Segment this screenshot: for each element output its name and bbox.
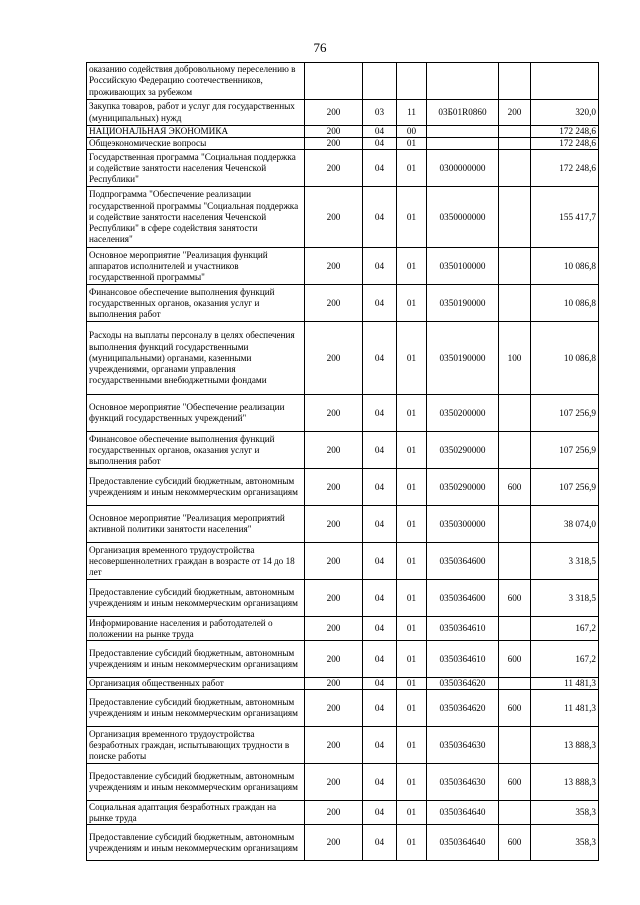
row-code-b: 04	[363, 469, 397, 506]
row-code-c: 11	[397, 100, 427, 126]
row-sum: 10 086,8	[531, 285, 599, 322]
table-row	[87, 678, 599, 690]
row-code-b: 04	[363, 506, 397, 543]
row-code-a: 200	[305, 150, 363, 187]
page-number: 76	[313, 40, 327, 55]
row-name: Организация временного трудоустройства безработных граждан, испытывающих трудности в поиске работы	[87, 727, 305, 764]
row-code-a: 200	[305, 825, 363, 861]
row-code-c: 01	[397, 506, 427, 543]
row-code-a: 200	[305, 126, 363, 138]
row-code-d: 0350364640	[427, 825, 499, 861]
row-sum: 11 481,3	[531, 678, 599, 690]
row-code-c	[397, 63, 427, 100]
row-code-a: 200	[305, 801, 363, 825]
row-code-e	[499, 126, 531, 138]
row-code-c: 01	[397, 543, 427, 580]
row-code-b: 03	[363, 100, 397, 126]
row-code-e	[499, 63, 531, 100]
row-code-c: 01	[397, 727, 427, 764]
row-code-c: 01	[397, 187, 427, 248]
table-row	[87, 285, 599, 322]
row-name: Расходы на выплаты персоналу в целях обеспечения выполнения функций государственными (муниципальными) органами, казенными учреждениями, органами управления государственными внебюджетными фондами	[87, 322, 305, 395]
row-code-e	[499, 617, 531, 641]
row-sum: 11 481,3	[531, 690, 599, 727]
row-code-d: 0350364630	[427, 727, 499, 764]
row-code-d: 0350364630	[427, 764, 499, 801]
row-code-e	[499, 432, 531, 469]
table-row	[87, 432, 599, 469]
row-code-b: 04	[363, 801, 397, 825]
row-code-e: 600	[499, 690, 531, 727]
row-code-e	[499, 543, 531, 580]
row-sum: 172 248,6	[531, 126, 599, 138]
row-code-e: 200	[499, 100, 531, 126]
row-code-d: 0350364620	[427, 690, 499, 727]
row-sum	[531, 63, 599, 100]
row-code-c: 01	[397, 395, 427, 432]
row-code-d: 0350100000	[427, 248, 499, 285]
row-code-d: 0350364600	[427, 580, 499, 617]
row-name: Закупка товаров, работ и услуг для государственных (муниципальных) нужд	[87, 100, 305, 126]
row-code-c: 01	[397, 150, 427, 187]
row-code-d	[427, 138, 499, 150]
row-code-d: 0350364640	[427, 801, 499, 825]
row-name: Предоставление субсидий бюджетным, автономным учреждениям и иным некоммерческим организациям	[87, 764, 305, 801]
row-code-b: 04	[363, 248, 397, 285]
table-row	[87, 641, 599, 678]
row-code-b	[363, 63, 397, 100]
row-code-a: 200	[305, 395, 363, 432]
table-row	[87, 617, 599, 641]
row-code-e	[499, 138, 531, 150]
row-code-e	[499, 285, 531, 322]
row-code-c: 01	[397, 322, 427, 395]
row-code-d: 0350364620	[427, 678, 499, 690]
row-code-b: 04	[363, 543, 397, 580]
row-sum: 358,3	[531, 825, 599, 861]
row-code-c: 01	[397, 641, 427, 678]
row-code-b: 04	[363, 395, 397, 432]
row-code-a: 200	[305, 690, 363, 727]
row-sum: 320,0	[531, 100, 599, 126]
row-name: Организация временного трудоустройства несовершеннолетних граждан в возрасте от 14 до 18 лет	[87, 543, 305, 580]
row-name: Предоставление субсидий бюджетным, автономным учреждениям и иным некоммерческим организациям	[87, 580, 305, 617]
row-name: Социальная адаптация безработных граждан на рынке труда	[87, 801, 305, 825]
row-sum: 3 318,5	[531, 580, 599, 617]
row-code-a: 200	[305, 727, 363, 764]
table-row	[87, 825, 599, 861]
row-code-b: 04	[363, 678, 397, 690]
row-code-e	[499, 150, 531, 187]
row-code-b: 04	[363, 432, 397, 469]
row-code-a: 200	[305, 764, 363, 801]
row-code-d: 0350290000	[427, 469, 499, 506]
table-row	[87, 322, 599, 395]
row-code-a	[305, 63, 363, 100]
row-code-e: 600	[499, 825, 531, 861]
table-row	[87, 187, 599, 248]
row-code-b: 04	[363, 641, 397, 678]
row-code-e	[499, 248, 531, 285]
row-sum: 38 074,0	[531, 506, 599, 543]
row-code-c: 00	[397, 126, 427, 138]
table-row	[87, 506, 599, 543]
row-sum: 167,2	[531, 617, 599, 641]
row-code-a: 200	[305, 187, 363, 248]
row-code-b: 04	[363, 580, 397, 617]
row-code-e: 600	[499, 469, 531, 506]
row-name: Предоставление субсидий бюджетным, автономным учреждениям и иным некоммерческим организациям	[87, 469, 305, 506]
row-code-a: 200	[305, 506, 363, 543]
row-name: НАЦИОНАЛЬНАЯ ЭКОНОМИКА	[87, 126, 305, 138]
row-sum: 172 248,6	[531, 138, 599, 150]
row-code-e	[499, 801, 531, 825]
row-name: Информирование населения и работодателей о положении на рынке труда	[87, 617, 305, 641]
row-sum: 3 318,5	[531, 543, 599, 580]
row-code-e	[499, 678, 531, 690]
table-row	[87, 395, 599, 432]
row-name: Основное мероприятие "Реализация функций аппаратов исполнителей и участников государственной программы"	[87, 248, 305, 285]
row-sum: 358,3	[531, 801, 599, 825]
row-code-a: 200	[305, 469, 363, 506]
table-row	[87, 126, 599, 138]
table-row	[87, 727, 599, 764]
row-sum: 172 248,6	[531, 150, 599, 187]
row-code-e: 600	[499, 641, 531, 678]
table-row	[87, 469, 599, 506]
row-code-b: 04	[363, 690, 397, 727]
row-code-c: 01	[397, 469, 427, 506]
row-code-a: 200	[305, 432, 363, 469]
row-name: Подпрограмма "Обеспечение реализации государственной программы "Социальная поддержка и содействие занятости населения Чеченской Республики" в сфере содействия занятости населения"	[87, 187, 305, 248]
row-code-c: 01	[397, 580, 427, 617]
row-code-b: 04	[363, 126, 397, 138]
row-code-d: 0350190000	[427, 322, 499, 395]
table-row	[87, 801, 599, 825]
row-sum: 167,2	[531, 641, 599, 678]
row-code-a: 200	[305, 617, 363, 641]
row-code-c: 01	[397, 690, 427, 727]
row-code-b: 04	[363, 285, 397, 322]
row-code-c: 01	[397, 432, 427, 469]
table-row	[87, 764, 599, 801]
row-code-a: 200	[305, 100, 363, 126]
row-sum: 107 256,9	[531, 469, 599, 506]
row-code-d: 0350200000	[427, 395, 499, 432]
row-code-d	[427, 63, 499, 100]
row-name: Основное мероприятие "Обеспечение реализации функций государственных учреждений"	[87, 395, 305, 432]
row-sum: 107 256,9	[531, 432, 599, 469]
row-code-e	[499, 187, 531, 248]
row-code-c: 01	[397, 138, 427, 150]
budget-table	[86, 62, 599, 861]
row-code-d: 0300000000	[427, 150, 499, 187]
row-name: Основное мероприятие "Реализация мероприятий активной политики занятости населения"	[87, 506, 305, 543]
table-row	[87, 138, 599, 150]
table-row	[87, 543, 599, 580]
row-code-b: 04	[363, 617, 397, 641]
row-code-e	[499, 727, 531, 764]
table-row	[87, 580, 599, 617]
row-sum: 10 086,8	[531, 322, 599, 395]
row-code-e	[499, 395, 531, 432]
row-code-d: 0350190000	[427, 285, 499, 322]
row-code-a: 200	[305, 285, 363, 322]
row-code-a: 200	[305, 248, 363, 285]
row-code-d: 0350364610	[427, 617, 499, 641]
row-code-b: 04	[363, 727, 397, 764]
row-code-e: 600	[499, 580, 531, 617]
table-body	[87, 63, 599, 861]
row-code-d	[427, 126, 499, 138]
row-code-d: 0350300000	[427, 506, 499, 543]
row-name: Предоставление субсидий бюджетным, автономным учреждениям и иным некоммерческим организациям	[87, 690, 305, 727]
row-sum: 155 417,7	[531, 187, 599, 248]
row-code-a: 200	[305, 641, 363, 678]
row-name: Финансовое обеспечение выполнения функций государственных органов, оказания услуг и выполнения работ	[87, 432, 305, 469]
row-code-c: 01	[397, 248, 427, 285]
row-name: Общеэкономические вопросы	[87, 138, 305, 150]
row-code-c: 01	[397, 678, 427, 690]
row-code-d: 0350290000	[427, 432, 499, 469]
row-name: Предоставление субсидий бюджетным, автономным учреждениям и иным некоммерческим организациям	[87, 825, 305, 861]
row-code-c: 01	[397, 285, 427, 322]
row-name: Государственная программа "Социальная поддержка и содействие занятости населения Чеченской Республики"	[87, 150, 305, 187]
row-code-c: 01	[397, 764, 427, 801]
row-code-a: 200	[305, 580, 363, 617]
row-sum: 13 888,3	[531, 727, 599, 764]
row-code-b: 04	[363, 138, 397, 150]
row-code-e: 600	[499, 764, 531, 801]
row-code-e: 100	[499, 322, 531, 395]
row-name: Предоставление субсидий бюджетным, автономным учреждениям и иным некоммерческим организациям	[87, 641, 305, 678]
row-name: оказанию содействия добровольному переселению в Российскую Федерацию соотечественников, проживающих за рубежом	[87, 63, 305, 100]
row-code-b: 04	[363, 187, 397, 248]
table-row	[87, 100, 599, 126]
row-code-a: 200	[305, 543, 363, 580]
row-code-d: 0350364600	[427, 543, 499, 580]
row-code-b: 04	[363, 150, 397, 187]
row-code-b: 04	[363, 764, 397, 801]
row-name: Финансовое обеспечение выполнения функций государственных органов, оказания услуг и выполнения работ	[87, 285, 305, 322]
table-row	[87, 690, 599, 727]
table-row	[87, 248, 599, 285]
row-code-b: 04	[363, 825, 397, 861]
row-sum: 10 086,8	[531, 248, 599, 285]
row-code-d: 0350364610	[427, 641, 499, 678]
row-code-a: 200	[305, 322, 363, 395]
row-code-c: 01	[397, 825, 427, 861]
table-row	[87, 63, 599, 100]
row-code-c: 01	[397, 801, 427, 825]
row-code-e	[499, 506, 531, 543]
row-code-c: 01	[397, 617, 427, 641]
row-code-b: 04	[363, 322, 397, 395]
row-code-d: 0350000000	[427, 187, 499, 248]
row-name: Организация общественных работ	[87, 678, 305, 690]
table-row	[87, 150, 599, 187]
row-code-a: 200	[305, 138, 363, 150]
row-code-a: 200	[305, 678, 363, 690]
row-sum: 13 888,3	[531, 764, 599, 801]
row-sum: 107 256,9	[531, 395, 599, 432]
row-code-d: 03Б01R0860	[427, 100, 499, 126]
